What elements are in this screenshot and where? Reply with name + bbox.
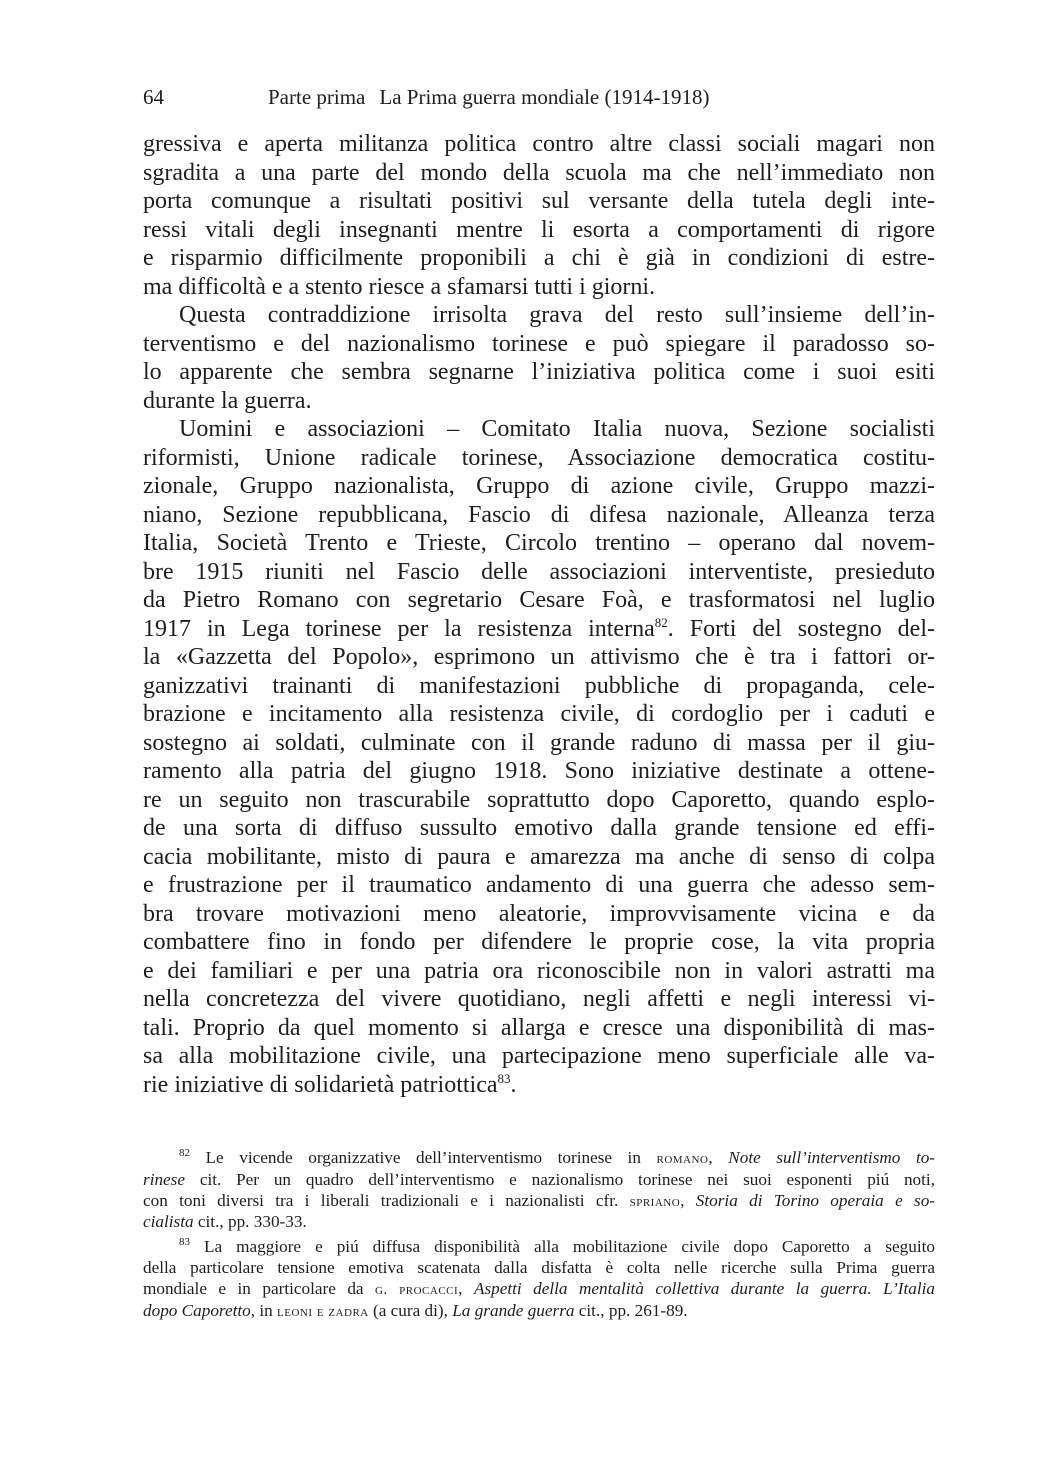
text-line: Questa contraddizione irrisolta grava del resto sull’insieme dell’in- — [179, 302, 935, 328]
text-line: e frustrazione per il traumatico andamento di una guerra che adesso sem- — [143, 872, 935, 898]
text-segment: . — [510, 1071, 517, 1098]
text-segment: , in — [250, 1300, 273, 1320]
text-line: sostegno ai soldati, culminate con il grande raduno di massa per il giu- — [143, 729, 935, 756]
text-line: nella concretezza del vivere quotidiano, negli affetti e negli interessi vi- — [143, 986, 935, 1012]
footnote-line — [143, 1170, 935, 1191]
footnote-line — [143, 1301, 935, 1323]
author-name: romano — [656, 1151, 709, 1167]
text-line: Uomini e associazioni – Comitato Italia nuova, Sezione socialisti — [179, 416, 935, 442]
text-line: cacia mobilitante, misto di paura e amarezza ma anche di senso di colpa — [143, 843, 935, 870]
text-line — [143, 615, 935, 644]
author-name: spriano — [629, 1193, 681, 1210]
footnote-mark: 83 — [179, 1236, 190, 1249]
footnote-line: mondiale e in particolare da g. procacci, Aspetti della mentalità collettiva durante la guerra. L’Italia — [143, 1278, 936, 1298]
text-line: zionale, Gruppo nazionalista, Gruppo di azione civile, Gruppo mazzi- — [143, 473, 935, 499]
text-segment: rie iniziative di solidarietà patriottica — [143, 1071, 498, 1098]
text-segment: cit., pp. 330-33. — [197, 1212, 307, 1232]
text-line: da Pietro Romano con segretario Cesare Foà, e trasformatosi nel luglio — [143, 587, 935, 613]
text-line: ressi vitali degli insegnanti mentre li esorta a comportamenti di rigore — [143, 216, 935, 243]
footnote-line: $^{82}$ Le vicende organizzative dell’interventismo torinese in romano, Note sull’interventismo to- — [179, 1147, 936, 1167]
body-text — [143, 130, 935, 1099]
book-title: Note sull’interventismo to- — [728, 1148, 936, 1167]
text-line: lo apparente che sembra segnarne l’iniziativa politica come i suoi esiti — [143, 359, 935, 385]
text-line: tali. Proprio da quel momento si allarga e cresce una disponibilità di mas- — [143, 1014, 935, 1041]
book-title: cialista — [143, 1212, 194, 1232]
text-line: ma difficoltà e a stento riesce a sfamarsi tutti i giorni. — [143, 273, 656, 300]
footnote-line — [143, 1212, 935, 1233]
footnote-line: della particolare tensione emotiva scatenata dalla disfatta è colta nelle ricerche sulla Prima guerra — [143, 1257, 935, 1277]
text-line: brazione e incitamento alla resistenza civile, di cordoglio per i caduti e — [143, 701, 935, 727]
paragraph-1 — [143, 130, 935, 301]
author-name: zadra — [328, 1303, 369, 1320]
text-line: combattere fino in fondo per difendere le proprie cose, la vita propria — [143, 929, 935, 955]
text-segment: con toni diversi tra i liberali tradizionali e i nazionalisti cfr. — [143, 1190, 619, 1210]
text-segment: mondiale e in particolare da — [143, 1278, 364, 1298]
text-segment: . Forti del sostegno del- — [667, 615, 935, 642]
text-segment: (a cura di), — [373, 1300, 448, 1320]
text-line: e risparmio difficilmente proponibili a chi è già in condizioni di estre- — [143, 245, 935, 271]
book-title: Storia di Torino operaia e so- — [695, 1190, 936, 1210]
text-line: sgradita a una parte del mondo della scuola ma che nell’immediato non — [143, 159, 935, 186]
text-segment: 1917 in Lega torinese per la resistenza interna — [143, 615, 655, 642]
book-title: La grande guerra — [452, 1300, 575, 1320]
footnote-ref-83[interactable]: 83 — [497, 1070, 511, 1086]
text-segment: Le vicende organizzative dell’interventismo torinese in — [205, 1148, 641, 1167]
paragraph-3 — [143, 415, 935, 1099]
text-line: porta comunque a risultati positivi sul versante della tutela degli inte- — [143, 188, 935, 214]
text-line: riformisti, Unione radicale torinese, Associazione democratica costitu- — [143, 444, 935, 471]
text-line: la «Gazzetta del Popolo», esprimono un attivismo che è tra i fattori or- — [143, 644, 935, 670]
footnote-83 — [143, 1237, 935, 1322]
text-line: bre 1915 riuniti nel Fascio delle associazioni interventiste, presieduto — [143, 558, 935, 585]
running-head — [143, 84, 935, 110]
text-segment: La maggiore e piú diffusa disponibilità alla mobilitazione civile dopo Caporetto a seguito — [204, 1237, 936, 1257]
chapter-title: La Prima guerra mondiale (1914-1918) — [379, 85, 710, 109]
page-number: 64 — [143, 85, 164, 109]
text-line: re un seguito non trascurabile soprattutto dopo Caporetto, quando esplo- — [143, 786, 935, 813]
footnote-line — [143, 1237, 935, 1258]
text-line: gressiva e aperta militanza politica contro altre classi sociali magari non — [143, 131, 935, 157]
book-title: dopo Caporetto — [143, 1300, 251, 1320]
text-line: Italia, Società Trento e Trieste, Circolo trentino – operano dal novem- — [143, 530, 935, 556]
author-name: leoni — [277, 1303, 313, 1320]
text-line: e dei familiari e per una patria ora riconoscibile non in valori astratti ma — [143, 957, 935, 984]
conjunction: e — [316, 1303, 325, 1320]
footnote-ref-82[interactable]: 82 — [654, 614, 668, 630]
text-segment: cit., pp. 261-89. — [578, 1300, 688, 1320]
footnotes — [143, 1148, 935, 1322]
paragraph-2 — [143, 301, 935, 415]
footnote-mark: 82 — [179, 1147, 190, 1159]
text-line: terventismo e del nazionalismo torinese e può spiegare il paradosso so- — [143, 330, 935, 357]
author-name: g. procacci — [375, 1281, 459, 1298]
text-line: durante la guerra. — [143, 387, 312, 414]
text-line — [143, 1071, 935, 1100]
footnote-line: con toni diversi tra i liberali tradizionali e i nazionalisti cfr. spriano, Storia di Torino operaia e so- — [143, 1190, 936, 1210]
text-segment: cit. Per un quadro dell’interventismo e nazionalismo torinese nei suoi esponenti piú noti, — [199, 1169, 936, 1189]
text-line: de una sorta di diffuso sussulto emotivo dalla grande tensione ed effi- — [143, 815, 935, 841]
text-line: sa alla mobilitazione civile, una partecipazione meno superficiale alle va- — [143, 1043, 935, 1069]
text-line: ganizzativi trainanti di manifestazioni pubbliche di propaganda, cele- — [143, 672, 935, 699]
book-title: Aspetti della mentalità collettiva durante la guerra. L’Italia — [473, 1278, 936, 1298]
text-line: bra trovare motivazioni meno aleatorie, improvvisamente vicina e da — [143, 900, 935, 927]
text-line: niano, Sezione repubblicana, Fascio di difesa nazionale, Alleanza terza — [143, 501, 935, 528]
text-line: ramento alla patria del giugno 1918. Sono iniziative destinate a ottene- — [143, 758, 935, 784]
book-title: rinese — [143, 1169, 186, 1189]
footnote-82 — [143, 1148, 935, 1233]
part-label: Parte prima — [268, 85, 366, 109]
